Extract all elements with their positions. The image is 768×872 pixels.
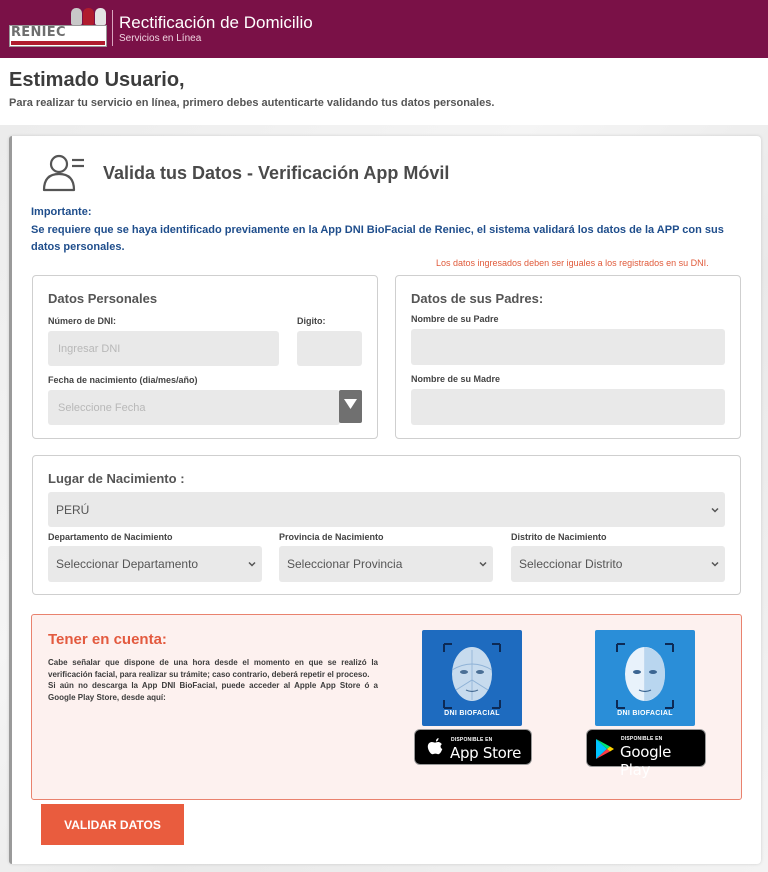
birthplace-box xyxy=(32,455,741,595)
red-warning-note: Los datos ingresados deben ser iguales a los registrados en su DNI. xyxy=(436,258,709,268)
greeting-subtitle: Para realizar tu servicio en línea, primero debes autenticarte validando tus datos personales. xyxy=(9,97,495,109)
mother-name-input[interactable] xyxy=(411,389,725,425)
googleplay-big-text: Google Play xyxy=(620,743,672,779)
dni-input[interactable]: Ingresar DNI xyxy=(48,331,279,366)
chevron-down-icon xyxy=(479,560,487,568)
validation-card xyxy=(9,136,761,864)
chevron-down-icon xyxy=(248,560,256,568)
country-select[interactable] xyxy=(48,492,725,527)
department-label: Departamento de Nacimiento xyxy=(48,532,173,542)
caret-down-icon xyxy=(344,399,357,409)
logo-figures-icon xyxy=(69,8,109,26)
chevron-down-icon xyxy=(711,506,719,514)
important-text: Se requiere que se haya identificado previamente en la App DNI BioFacial de Reniec, el sistema validará los datos de la APP con sus datos personales. xyxy=(31,224,724,253)
reniec-logo[interactable] xyxy=(9,8,107,48)
logo-text: RENIEC xyxy=(11,25,66,40)
header-title: Rectificación de Domicilio xyxy=(119,13,313,32)
notice-text-2: Si aún no descarga la App DNI BioFacial, puede acceder al Apple App Store ó a Google Play Store, desde aquí: xyxy=(48,681,378,702)
header-subtitle: Servicios en Línea xyxy=(119,33,202,44)
notice-box xyxy=(31,614,742,800)
personal-data-box xyxy=(32,275,378,439)
birthdate-label: Fecha de nacimiento (dia/mes/año) xyxy=(48,375,198,385)
province-label: Provincia de Nacimiento xyxy=(279,532,384,542)
validate-data-button[interactable]: VALIDAR DATOS xyxy=(41,804,184,845)
digit-input[interactable] xyxy=(297,331,362,366)
digit-label: Digito: xyxy=(297,316,326,326)
googleplay-small-text: DISPONIBLE EN xyxy=(621,736,663,742)
notice-title: Tener en cuenta: xyxy=(48,631,167,648)
header-divider xyxy=(112,10,113,46)
user-list-icon xyxy=(42,152,88,192)
biofacial-app-tile-android[interactable] xyxy=(595,630,695,726)
google-play-icon xyxy=(595,738,615,760)
father-name-label: Nombre de su Padre xyxy=(411,314,499,324)
birthplace-title: Lugar de Nacimiento : xyxy=(48,471,185,486)
dni-label: Número de DNI: xyxy=(48,316,117,326)
notice-text-1: Cabe señalar que dispone de una hora desde el momento en que se realizó la verificación facial, para realizar su trámite; caso contrario, deberá repetir el proceso. xyxy=(48,658,378,679)
biofacial-app-tile-ios[interactable] xyxy=(422,630,522,726)
appstore-big-text: App Store xyxy=(450,744,522,762)
app-store-badge[interactable] xyxy=(414,729,532,765)
department-value: Seleccionar Departamento xyxy=(56,557,199,571)
birthdate-input[interactable]: Seleccione Fecha xyxy=(48,390,340,425)
greeting-title: Estimado Usuario, xyxy=(9,69,185,91)
district-select[interactable] xyxy=(511,546,725,582)
province-select[interactable] xyxy=(279,546,493,582)
notice-text xyxy=(48,657,378,703)
father-name-input[interactable] xyxy=(411,329,725,365)
appstore-small-text: DISPONIBLE EN xyxy=(451,737,493,743)
personal-data-title: Datos Personales xyxy=(48,291,158,306)
google-play-badge[interactable] xyxy=(586,729,706,779)
tile-label-android: DNI BIOFACIAL xyxy=(617,710,673,717)
country-value: PERÚ xyxy=(56,502,90,517)
calendar-dropdown-button[interactable] xyxy=(339,390,362,423)
important-label: Importante: xyxy=(31,206,92,218)
parents-data-box xyxy=(395,275,741,439)
department-select[interactable] xyxy=(48,546,262,582)
apple-icon xyxy=(427,738,443,757)
district-value: Seleccionar Distrito xyxy=(519,557,623,571)
card-title: Valida tus Datos - Verificación App Móvil xyxy=(103,163,450,183)
parents-data-title: Datos de sus Padres: xyxy=(411,291,544,306)
district-label: Distrito de Nacimiento xyxy=(511,532,607,542)
top-header-bar xyxy=(0,0,768,58)
tile-label-ios: DNI BIOFACIAL xyxy=(444,710,500,717)
chevron-down-icon xyxy=(711,560,719,568)
mother-name-label: Nombre de su Madre xyxy=(411,374,501,384)
province-value: Seleccionar Provincia xyxy=(287,557,403,571)
